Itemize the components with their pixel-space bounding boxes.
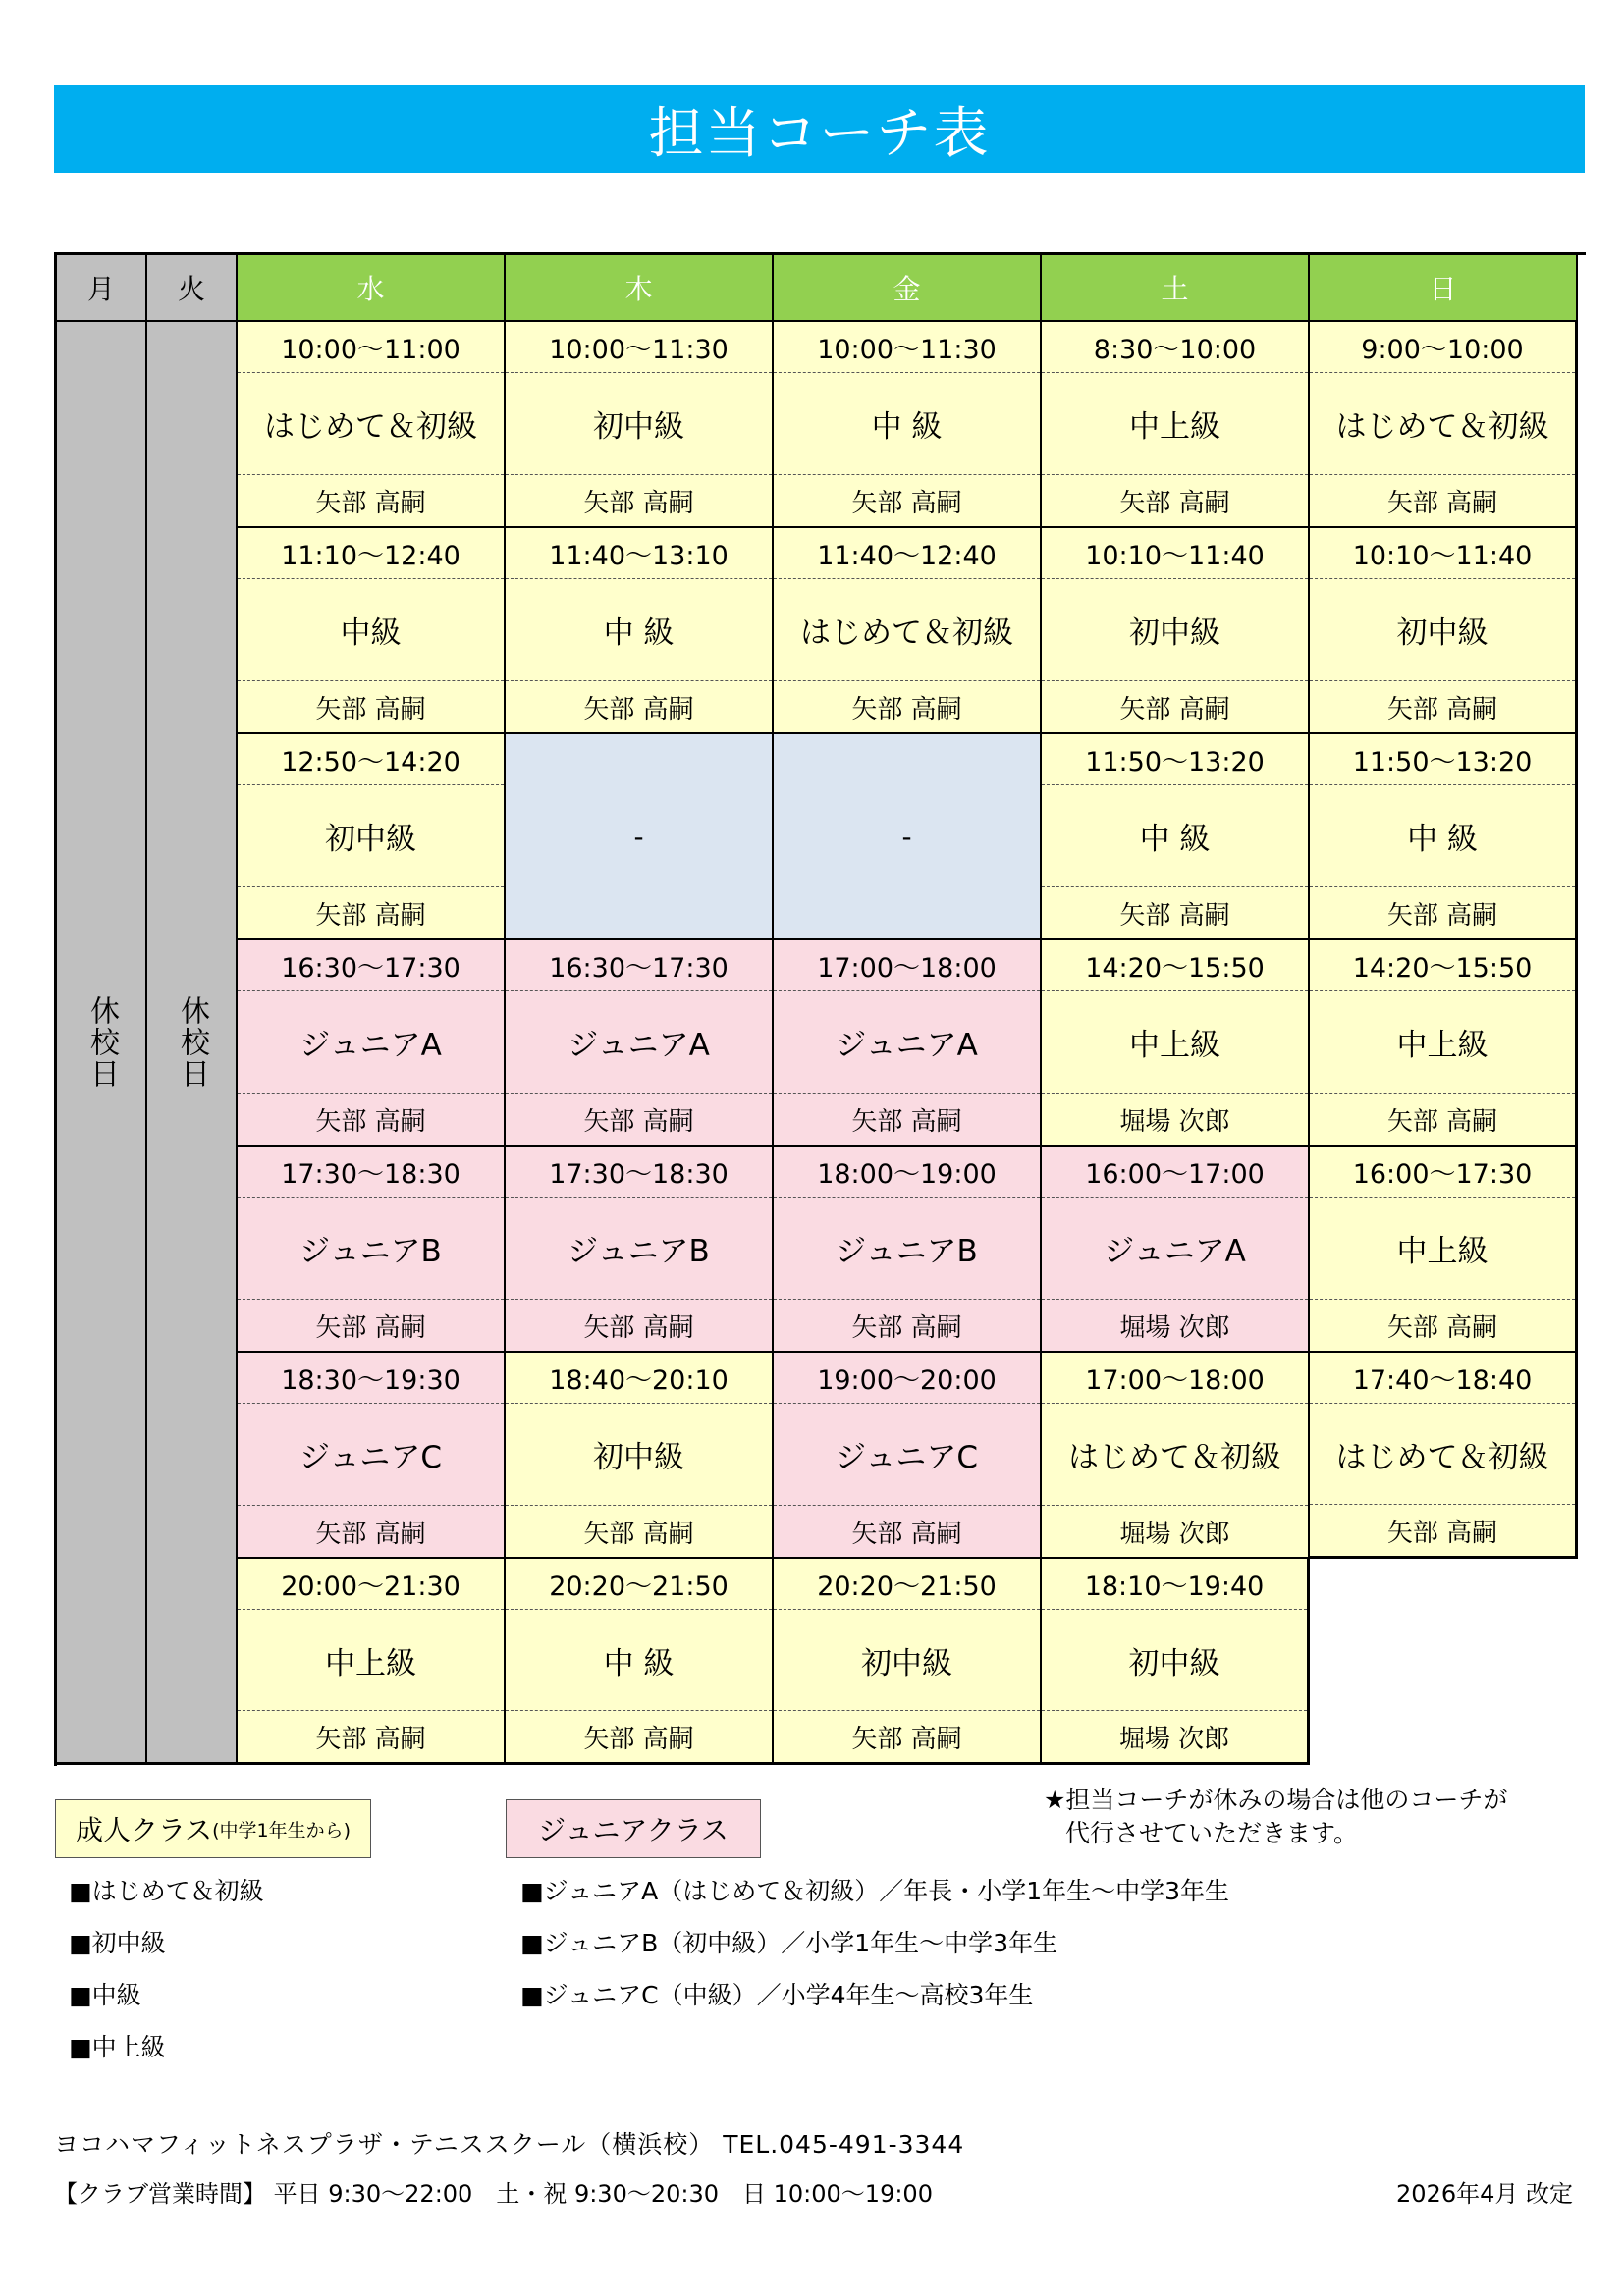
slot-coach: 矢部 高嗣: [315, 694, 426, 724]
legend-item: ■初中級: [69, 1928, 166, 1957]
slot-class: ジュニアB: [238, 1198, 504, 1300]
header-sun: 日: [1310, 255, 1578, 322]
legend-adult-list: [69, 1863, 264, 2071]
slot-coach: 矢部 高嗣: [583, 694, 694, 724]
slot-coach: 矢部 高嗣: [583, 488, 694, 518]
slot-sat-4: [1042, 940, 1310, 1147]
slot-class: ジュニアC: [238, 1404, 504, 1506]
slot-coach: 矢部 高嗣: [583, 1724, 694, 1754]
slot-time: 10:00〜11:30: [506, 322, 772, 373]
slot-class: ジュニアA: [506, 991, 772, 1094]
slot-sun-1: [1310, 322, 1578, 528]
slot-coach: 矢部 高嗣: [315, 1519, 426, 1549]
slot-time: 9:00〜10:00: [1310, 322, 1575, 373]
slot-sun-5: [1310, 1147, 1578, 1353]
slot-time: 8:30〜10:00: [1042, 322, 1308, 373]
slot-class: はじめて＆初級: [1310, 1404, 1575, 1505]
slot-time: 16:30〜17:30: [506, 940, 772, 991]
legend-item: ■ジュニアC（中級）／小学4年生〜高校3年生: [520, 1980, 1034, 2009]
slot-time: 11:40〜13:10: [506, 528, 772, 579]
slot-coach: 矢部 高嗣: [851, 694, 962, 724]
slot-wed-5: [238, 1147, 506, 1353]
slot-wed-7: [238, 1559, 506, 1765]
slot-time: 19:00〜20:00: [774, 1353, 1040, 1404]
slot-wed-1: [238, 322, 506, 528]
slot-time: 17:00〜18:00: [774, 940, 1040, 991]
legend-item: ■中級: [69, 1980, 141, 2009]
slot-wed-3: [238, 734, 506, 940]
slot-thu-1: [506, 322, 774, 528]
slot-time: 12:50〜14:20: [238, 734, 504, 785]
page-title: 担当コーチ表: [54, 85, 1585, 173]
slot-time: 20:20〜21:50: [506, 1559, 772, 1610]
slot-coach: 矢部 高嗣: [1386, 1312, 1498, 1343]
slot-wed-4: [238, 940, 506, 1147]
slot-fri-5: [774, 1147, 1042, 1353]
slot-coach: 矢部 高嗣: [851, 1519, 962, 1549]
slot-coach: 矢部 高嗣: [1386, 1106, 1498, 1137]
slot-sat-2: [1042, 528, 1310, 734]
slot-thu-2: [506, 528, 774, 734]
slot-fri-6: [774, 1353, 1042, 1559]
slot-time: 11:50〜13:20: [1310, 734, 1575, 785]
slot-coach: 矢部 高嗣: [851, 488, 962, 518]
slot-coach: 矢部 高嗣: [315, 1312, 426, 1343]
legend-item: ■ジュニアB（初中級）／小学1年生〜中学3年生: [520, 1928, 1058, 1957]
slot-class: 中 級: [506, 1610, 772, 1711]
slot-class: 初中級: [506, 1404, 772, 1506]
slot-class: 初中級: [1310, 579, 1575, 681]
slot-coach: 矢部 高嗣: [1119, 900, 1230, 931]
slot-fri-7: [774, 1559, 1042, 1765]
legend-junior-label: ジュニアクラス: [506, 1799, 761, 1858]
school-contact: ヨコハマフィットネスプラザ・テニススクール（横浜校） TEL.045-491-3344: [54, 2130, 965, 2159]
slot-sun-6: [1310, 1353, 1578, 1559]
legend-item: ■ジュニアA（はじめて＆初級）／年長・小学1年生〜中学3年生: [520, 1876, 1230, 1905]
slot-time: 18:10〜19:40: [1042, 1559, 1307, 1610]
slot-coach: 矢部 高嗣: [583, 1106, 694, 1137]
closed-tue: 休校日: [147, 322, 238, 1765]
slot-thu-6: [506, 1353, 774, 1559]
legend-item: ■はじめて＆初級: [69, 1876, 264, 1905]
slot-coach: 矢部 高嗣: [583, 1312, 694, 1343]
slot-coach: 矢部 高嗣: [851, 1106, 962, 1137]
slot-class: はじめて＆初級: [238, 373, 504, 475]
closed-mon: 休校日: [57, 322, 147, 1765]
slot-class: 中 級: [506, 579, 772, 681]
slot-class: ジュニアA: [1042, 1198, 1308, 1300]
slot-class: 初中級: [506, 373, 772, 475]
slot-coach: 堀場 次郎: [1119, 1106, 1230, 1137]
slot-class: はじめて＆初級: [1310, 373, 1575, 475]
slot-time: 17:30〜18:30: [506, 1147, 772, 1198]
slot-thu-5: [506, 1147, 774, 1353]
slot-coach: 矢部 高嗣: [851, 1312, 962, 1343]
slot-sun-3: [1310, 734, 1578, 940]
slot-class: 中級: [238, 579, 504, 681]
slot-time: 10:10〜11:40: [1310, 528, 1575, 579]
slot-class: ジュニアC: [774, 1404, 1040, 1506]
slot-fri-1: [774, 322, 1042, 528]
slot-time: 20:20〜21:50: [774, 1559, 1040, 1610]
slot-class: ジュニアB: [774, 1198, 1040, 1300]
legend-junior-list: [520, 1863, 1229, 2019]
slot-fri-3-empty: -: [774, 734, 1042, 940]
legend-adult-sub: (中学1年生から): [212, 1819, 352, 1842]
slot-class: はじめて＆初級: [1042, 1404, 1308, 1506]
slot-time: 20:00〜21:30: [238, 1559, 504, 1610]
slot-sun-4: [1310, 940, 1578, 1147]
slot-sat-1: [1042, 322, 1310, 528]
slot-thu-7: [506, 1559, 774, 1765]
slot-coach: 矢部 高嗣: [1386, 694, 1498, 724]
slot-class: ジュニアA: [238, 991, 504, 1094]
slot-thu-4: [506, 940, 774, 1147]
slot-coach: 矢部 高嗣: [583, 1519, 694, 1549]
revision-date: 2026年4月 改定: [1396, 2180, 1573, 2208]
slot-time: 18:30〜19:30: [238, 1353, 504, 1404]
slot-coach: 矢部 高嗣: [851, 1724, 962, 1754]
slot-coach: 矢部 高嗣: [315, 1106, 426, 1137]
slot-time: 11:40〜12:40: [774, 528, 1040, 579]
slot-class: 初中級: [1042, 579, 1308, 681]
slot-sat-6: [1042, 1353, 1310, 1559]
slot-time: 17:30〜18:30: [238, 1147, 504, 1198]
slot-class: 初中級: [238, 785, 504, 887]
slot-class: はじめて＆初級: [774, 579, 1040, 681]
slot-time: 10:00〜11:30: [774, 322, 1040, 373]
slot-coach: 矢部 高嗣: [1119, 488, 1230, 518]
slot-sat-5: [1042, 1147, 1310, 1353]
slot-class: 初中級: [1042, 1610, 1307, 1711]
slot-time: 10:10〜11:40: [1042, 528, 1308, 579]
slot-time: 17:00〜18:00: [1042, 1353, 1308, 1404]
header-fri: 金: [774, 255, 1042, 322]
club-hours: 【クラブ営業時間】 平日 9:30〜22:00 土・祝 9:30〜20:30 日 10:00〜19:00: [54, 2180, 933, 2208]
slot-class: 中上級: [1042, 991, 1308, 1094]
slot-sun-2: [1310, 528, 1578, 734]
legend-item: ■中上級: [69, 2032, 166, 2061]
slot-wed-2: [238, 528, 506, 734]
slot-coach: 堀場 次郎: [1119, 1312, 1230, 1343]
slot-time: 16:00〜17:30: [1310, 1147, 1575, 1198]
slot-sat-7: [1042, 1559, 1310, 1765]
slot-class: 中 級: [774, 373, 1040, 475]
slot-coach: 矢部 高嗣: [1386, 488, 1498, 518]
header-tue: 火: [147, 255, 238, 322]
slot-class: 中上級: [1310, 991, 1575, 1094]
slot-coach: 矢部 高嗣: [315, 900, 426, 931]
slot-class: 中 級: [1310, 785, 1575, 887]
slot-time: 18:40〜20:10: [506, 1353, 772, 1404]
header-mon: 月: [57, 255, 147, 322]
slot-class: 中上級: [1042, 373, 1308, 475]
slot-class: ジュニアA: [774, 991, 1040, 1094]
slot-time: 14:20〜15:50: [1042, 940, 1308, 991]
slot-time: 11:50〜13:20: [1042, 734, 1308, 785]
slot-coach: 矢部 高嗣: [315, 488, 426, 518]
slot-fri-4: [774, 940, 1042, 1147]
slot-coach: 矢部 高嗣: [1386, 900, 1498, 931]
slot-coach: 堀場 次郎: [1119, 1519, 1230, 1549]
header-thu: 木: [506, 255, 774, 322]
substitute-note: ★担当コーチが休みの場合は他のコーチが 代行させていただきます。: [1044, 1786, 1508, 1847]
slot-class: 中 級: [1042, 785, 1308, 887]
slot-coach: 矢部 高嗣: [1119, 694, 1230, 724]
slot-time: 10:00〜11:00: [238, 322, 504, 373]
header-wed: 水: [238, 255, 506, 322]
slot-time: 14:20〜15:50: [1310, 940, 1575, 991]
legend-adult-label: 成人クラス (中学1年生から): [55, 1799, 371, 1858]
slot-time: 18:00〜19:00: [774, 1147, 1040, 1198]
slot-thu-3-empty: -: [506, 734, 774, 940]
slot-time: 17:40〜18:40: [1310, 1353, 1575, 1404]
slot-class: 初中級: [774, 1610, 1040, 1711]
slot-coach: 矢部 高嗣: [1386, 1518, 1498, 1548]
schedule-table: [54, 252, 1586, 1766]
slot-time: 16:00〜17:00: [1042, 1147, 1308, 1198]
slot-class: ジュニアB: [506, 1198, 772, 1300]
slot-class: 中上級: [1310, 1198, 1575, 1300]
slot-time: 16:30〜17:30: [238, 940, 504, 991]
slot-sat-3: [1042, 734, 1310, 940]
header-sat: 土: [1042, 255, 1310, 322]
slot-fri-2: [774, 528, 1042, 734]
slot-wed-6: [238, 1353, 506, 1559]
slot-coach: 堀場 次郎: [1118, 1724, 1230, 1754]
slot-coach: 矢部 高嗣: [315, 1724, 426, 1754]
slot-class: 中上級: [238, 1610, 504, 1711]
slot-time: 11:10〜12:40: [238, 528, 504, 579]
